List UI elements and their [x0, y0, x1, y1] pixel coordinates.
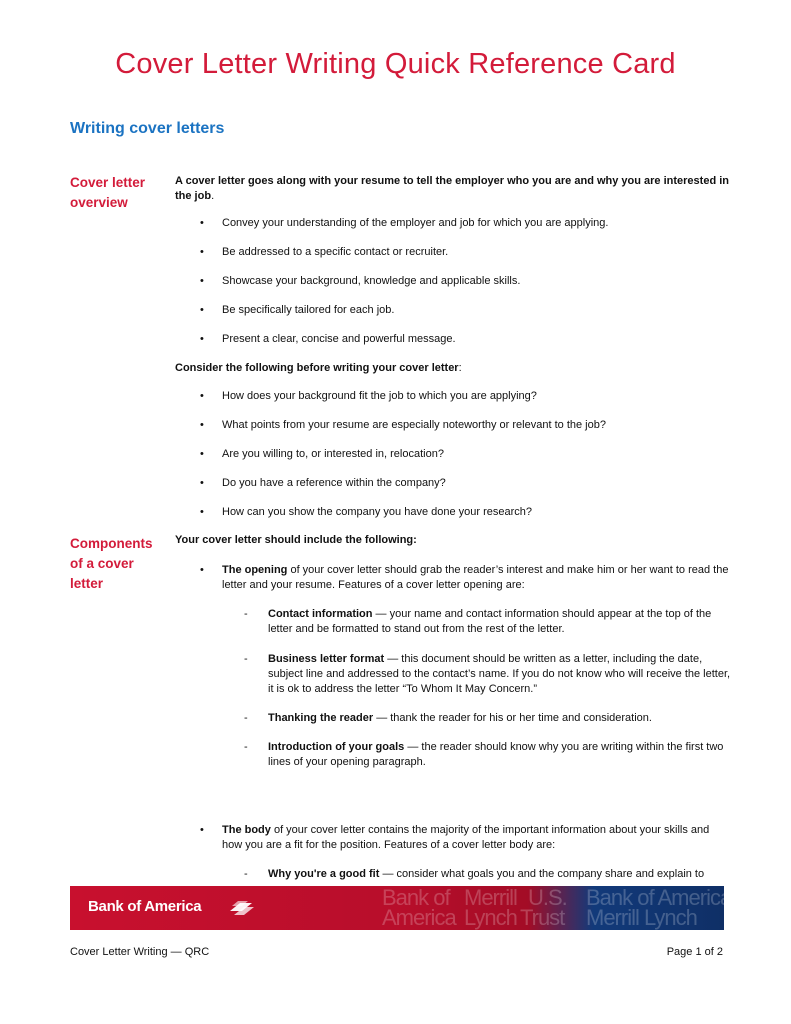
bullet-icon: • — [200, 275, 204, 287]
bullet-text: How can you show the company you have done your research? — [222, 506, 533, 518]
footer-page-number: Page 1 of 2 — [666, 946, 723, 958]
sub-item — [244, 607, 733, 637]
bullet-icon: • — [200, 448, 204, 460]
consider-text: Consider the following before writing your cover letter — [175, 362, 459, 374]
bullet-icon: • — [200, 246, 204, 258]
list-item-body — [200, 823, 732, 853]
sub-item-text: — thank the reader for his or her time and consideration. — [373, 712, 652, 724]
opening-text: of your cover letter should grab the reader’s interest and make him or her want to read the letter and your resume. Features of a cover letter opening are: — [222, 564, 729, 591]
bullet-icon: • — [200, 333, 204, 345]
list-item — [200, 389, 537, 404]
components-intro: Your cover letter should include the following: — [175, 534, 417, 546]
sub-item — [244, 740, 733, 770]
bullet-icon: • — [200, 304, 204, 316]
sub-item-text: — consider what goals you and the company share and explain to — [379, 868, 705, 880]
footer-left: Cover Letter Writing — QRC — [70, 946, 210, 958]
dash-icon: - — [244, 712, 248, 724]
bank-logo-text: Bank of America — [88, 898, 202, 915]
section-heading: Writing cover letters — [70, 120, 225, 137]
sub-item-text: — the reader should know why you are writing within the first two lines of your opening paragraph. — [268, 741, 724, 768]
watermark-text: Bank of — [382, 885, 450, 910]
sub-item-label: Thanking the reader — [268, 712, 374, 724]
bullet-icon: • — [200, 217, 204, 229]
sub-item-label: Contact information — [268, 608, 373, 620]
body-label: The body — [222, 824, 271, 836]
dash-icon: - — [244, 653, 248, 665]
list-item — [200, 245, 449, 260]
watermark-text: America — [382, 905, 456, 930]
bullet-icon: • — [200, 506, 204, 518]
bullet-text: Convey your understanding of the employer and job for which you are applying. — [222, 217, 609, 229]
side-label-overview: Cover letter overview — [70, 175, 146, 210]
bullet-text: What points from your resume are especially noteworthy or relevant to the job? — [222, 419, 606, 431]
watermark-text: Lynch — [464, 905, 517, 930]
brand-banner — [70, 885, 732, 930]
bullet-icon: • — [200, 824, 204, 836]
consider-heading — [175, 361, 735, 376]
watermark-text: U.S. — [528, 885, 567, 910]
list-item — [200, 447, 444, 462]
consider-end: : — [458, 362, 462, 374]
dash-icon: - — [244, 741, 248, 753]
dash-icon: - — [244, 868, 248, 880]
list-item — [200, 332, 456, 347]
bullet-icon: • — [200, 477, 204, 489]
sub-item-text: — your name and contact information should appear at the top of the letter and be formatted to stand out from the rest of the letter. — [268, 608, 712, 635]
sub-item — [244, 867, 738, 882]
list-item — [200, 303, 395, 318]
sub-item-label: Why you're a good fit — [268, 868, 380, 880]
bullet-text: Present a clear, concise and powerful message. — [222, 333, 456, 345]
overview-intro-text: A cover letter goes along with your resume to tell the employer who you are and why you are interested in the job — [175, 175, 730, 202]
bullet-icon: • — [200, 419, 204, 431]
body-text: of your cover letter contains the majority of the important information about your skills and how you are a fit for the position. Features of a cover letter body are: — [222, 824, 710, 851]
watermark-text: Merrill Lynch — [586, 905, 697, 930]
bullet-text: Be specifically tailored for each job. — [222, 304, 395, 316]
dash-icon: - — [244, 608, 248, 620]
page-title: Cover Letter Writing Quick Reference Card — [115, 48, 676, 80]
bank-flag-icon — [228, 897, 254, 917]
watermark-text: Trust — [520, 905, 565, 930]
list-item — [200, 274, 521, 289]
overview-intro — [175, 174, 735, 204]
bullet-text: How does your background fit the job to which you are applying? — [222, 390, 537, 402]
sub-item-label: Introduction of your goals — [268, 741, 405, 753]
list-item — [200, 216, 609, 231]
bullet-text: Showcase your background, knowledge and applicable skills. — [222, 275, 521, 287]
list-item — [200, 418, 606, 433]
sub-item-label: Business letter format — [268, 653, 385, 665]
bullet-icon: • — [200, 564, 204, 576]
watermark-text: Merrill — [464, 885, 517, 910]
list-item — [200, 476, 446, 491]
watermark-text: Bank of America — [586, 885, 732, 910]
overview-intro-end: . — [211, 190, 215, 202]
sub-item-text: — this document should be written as a letter, including the date, subject line and addressed to the contact’s name. If you do not know who will receive the letter, it is ok to address the letter “To Whom It May Concern.” — [268, 653, 731, 695]
list-item — [200, 505, 533, 520]
sub-item — [244, 652, 733, 697]
list-item-opening — [200, 563, 732, 593]
bullet-text: Do you have a reference within the company? — [222, 477, 446, 489]
bullet-text: Be addressed to a specific contact or recruiter. — [222, 246, 449, 258]
opening-label: The opening — [222, 564, 288, 576]
bullet-icon: • — [200, 390, 204, 402]
bullet-text: Are you willing to, or interested in, relocation? — [222, 448, 444, 460]
side-label-components: Components of a cover letter — [70, 536, 153, 591]
sub-item — [244, 711, 733, 726]
